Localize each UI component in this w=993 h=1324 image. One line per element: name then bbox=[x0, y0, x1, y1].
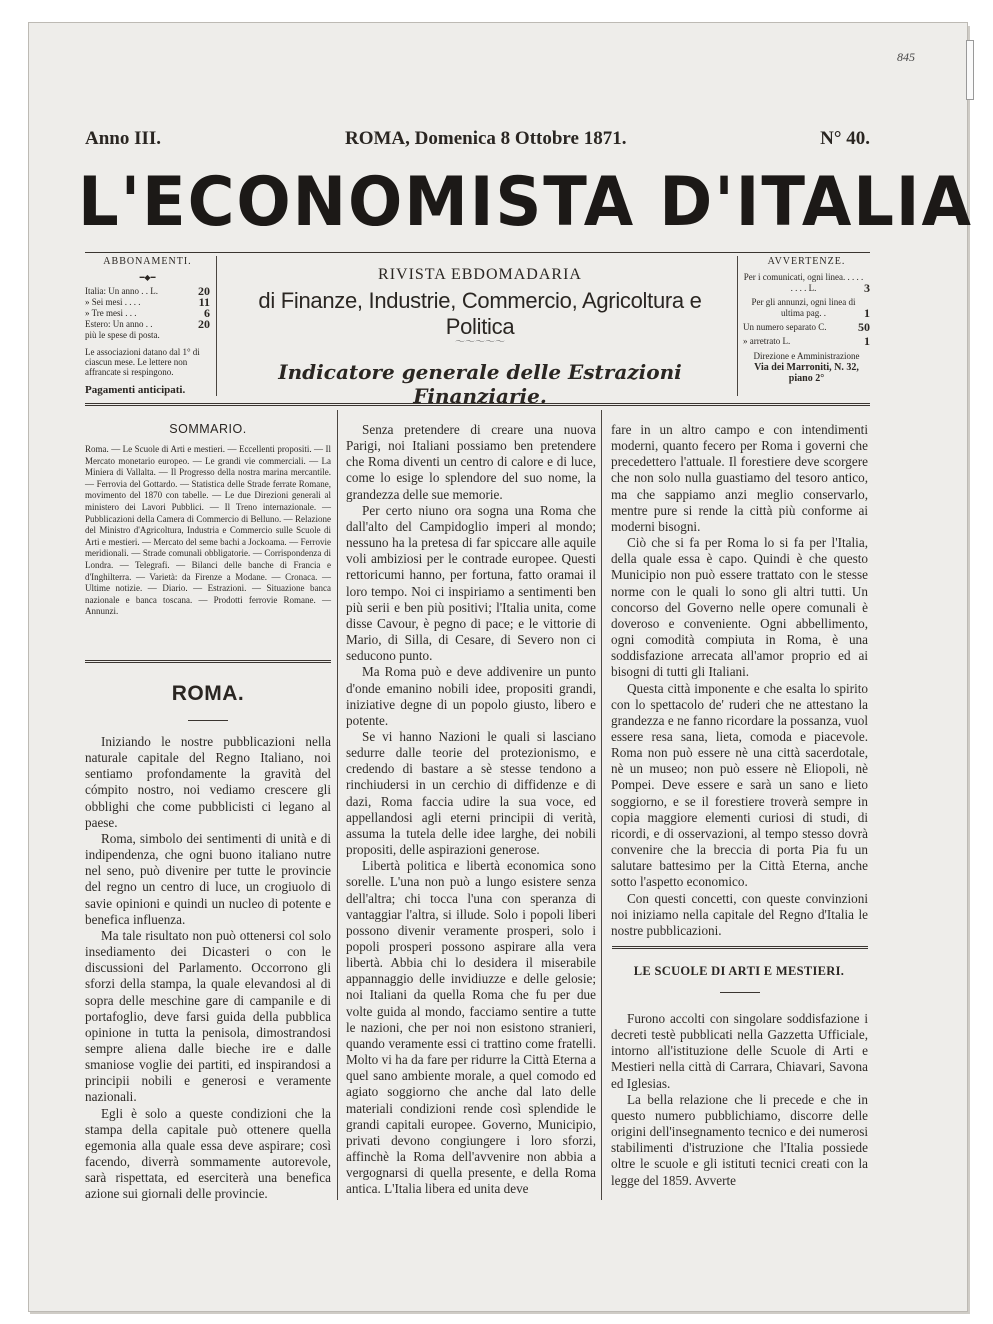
rate-label: Per i comunicati, ogni linea. . . . . . . . . L. bbox=[743, 272, 864, 293]
paragraph: Ciò che si fa per Roma lo si fa per l'Italia, della quale essa è capo. Quindi è che questo Municipio non può essere trattato con le stesse norme con le quali lo sono gli altri tutti. Un concorso del Governo nelle opere comunali è doveroso e conveniente. Ogni abbellimento, ogni comodità compiuta in Roma, è una soddisfazione arrecata all'amor proprio ed ai bisogni di tutti gli Italiani. bbox=[611, 535, 868, 680]
rate-value: 50 bbox=[858, 320, 870, 334]
article-column-2 bbox=[346, 422, 596, 1198]
rate-label: Per gli annunzi, ogni linea di ultima pag. . bbox=[751, 297, 856, 318]
sommario-title: SOMMARIO. bbox=[169, 422, 247, 436]
paragraph: Ma Roma può e deve addivenire un punto d'onde emanino nobili idee, propositi grandi, iniziative degne di un popolo giusto, libero e potente. bbox=[346, 664, 596, 728]
price-value: 20 bbox=[198, 284, 210, 298]
price-row bbox=[85, 308, 210, 319]
folio-number: 845 bbox=[897, 50, 915, 64]
paragraph: Ma tale risultato non può ottenersi col solo insediamento dei Dicasteri o con le discussioni del Parlamento. Occorrono gli sforzi della stampa, la quale elevandosi al di sopra delle meschine gare di campanile e di portafoglio, deve farsi guida della pubblica opinione in tutta la penisola, dimostrandosi sempre aliena dalle bieche ire e dalle smaniose voglie dei partiti, ed inspirandosi a principii nobili e generosi e veramente nazionali. bbox=[85, 927, 331, 1105]
paragraph: Iniziando le nostre pubblicazioni nella naturale capitale del Regno Italiano, noi sentiamo profondamente la gravità del cómpito nostro, noi vediamo crescere gli obblighi che come pubblicisti ci legano al paese. bbox=[85, 734, 331, 830]
subtitle-ornament: 〜〜〜〜〜 bbox=[455, 337, 505, 348]
rate-label: » arretrato L. bbox=[743, 336, 791, 346]
paragraph: Se vi hanno Nazioni le quali si lasciano sedurre dalle teorie del protezionismo, e credendo di bastare a sè stesse tendono a rinchiudersi in un cerchio di diffidenze e di dazi, Roma faccia udire la sua voce, ed appellandosi agli eterni principii di verità, assuma la tutela delle idee larghe, dei nobili propositi, delle aspirazioni generose. bbox=[346, 728, 596, 858]
masthead-rule bbox=[85, 252, 870, 253]
price-value: 11 bbox=[198, 295, 210, 309]
price-label: » Tre mesi . . . bbox=[85, 308, 137, 318]
rate-label: Un numero separato C. bbox=[743, 322, 827, 332]
left-box-rule bbox=[216, 256, 217, 396]
paragraph: Furono accolti con singolare soddisfazione i decreti testè pubblicati nella Gazzetta Ufficiale, intorno all'istituzione delle Scuole di Arti e Mestieri nella città di Carrara, Chiavari, Savona ed Iglesias. bbox=[611, 1011, 868, 1091]
subtitle-topics: di Finanze, Industrie, Commercio, Agricoltura e Politica bbox=[258, 288, 702, 339]
paragraph: Senza pretendere di creare una nuova Parigi, noi Italiani possiamo ben pretendere che Roma diventi un centro di calore e di luce, come lo esige lo splendore del suo nome, la grandezza delle sue memorie. bbox=[346, 422, 596, 502]
rate-value: 3 bbox=[864, 281, 870, 295]
direction-label: Direzione e Amministrazione bbox=[753, 351, 860, 361]
rate-row bbox=[743, 322, 870, 333]
abbonamenti-box bbox=[85, 256, 210, 396]
avvertenze-title: AVVERTENZE. bbox=[767, 256, 846, 267]
subtitle-indicatore: Indicatore generale delle Estrazioni Finanziarie. bbox=[278, 360, 682, 408]
rate-row bbox=[743, 272, 870, 294]
right-box-rule bbox=[737, 256, 738, 396]
price-label: » Sei mesi . . . . bbox=[85, 297, 141, 307]
office-address: Via dei Marroniti, N. 32, piano 2° bbox=[754, 362, 859, 384]
article-title-roma: ROMA. bbox=[171, 682, 245, 705]
sommario-rule bbox=[85, 660, 331, 663]
price-label: Italia: Un anno . . L. bbox=[85, 286, 158, 296]
rate-value: 1 bbox=[864, 306, 870, 320]
title-rule bbox=[188, 720, 228, 721]
article-column-3 bbox=[611, 422, 868, 939]
issue-date: ROMA, Domenica 8 Ottobre 1871. bbox=[345, 128, 627, 149]
subtitle-rivista: RIVISTA EBDOMADARIA bbox=[378, 266, 582, 283]
price-value: 6 bbox=[204, 306, 210, 320]
paragraph: Con questi concetti, con queste convinzioni noi iniziamo nella capitale del Regno d'Italia le nostre pubblicazioni. bbox=[611, 890, 868, 938]
article-column-1 bbox=[85, 734, 331, 1203]
price-row bbox=[85, 297, 210, 308]
sommario-text: Roma. — Le Scuole di Arti e mestieri. — Eccellenti propositi. — Il Mercato monetario europeo. — Le grandi vie commerciali. — La Miniera di Vallalta. — Il Progresso della nostra marina mercantile. — Ferrovia del Gottardo. — Statistica delle Strade ferrate Romane, movimento del 1870 con tabelle. — Le due Direzioni generali al ministero dei Lavori Pubblici. — Il Treno internazionale. — Pubblicazioni della Camera di Commercio di Belluno. — Relazione del Ministro d'Agricoltura, Industria e Commercio sulle Scuole di Arti e mestieri. — Mercato del seme bachi a Jockoama. — Ferrovie meridionali. — Strade comunali obbligatorie. — Corrispondenza di Londra. — Telegrafi. — Bilanci delle banche di Francia e d'Inghilterra. — Varietà: da Firenze a Modane. — Cronaca. — Ultime notizie. — Diario. — Estrazioni. — Situazione banca nazionale e banca toscana. — Prodotti ferrovie Romane. — Annunzi. bbox=[85, 444, 331, 617]
paragraph: La bella relazione che li precede e che in questo numero pubblichiamo, discorre delle origini dell'insegnamento tecnico e dei numerosi stabilimenti d'istruzione che l'Italia possiede oltre le scuole e gli istituti tecnici creati con la legge del 1859. Avverte bbox=[611, 1091, 868, 1188]
article-title-scuole: LE SCUOLE DI ARTI E MESTIERI. bbox=[633, 964, 845, 978]
page-clip bbox=[966, 40, 974, 100]
dateline bbox=[85, 128, 870, 154]
abbonamenti-title: ABBONAMENTI. bbox=[103, 256, 192, 267]
paragraph: fare in un altro campo e con intendimenti moderni, quanto fecero per Roma i governi che precedettero l'attuale. Il forestiere deve scorgere che non solo nulla guastiamo del tesoro antico, ma che sappiamo anzi meglio conservarlo, mentre pure si rende la città più conforme ai moderni bisogni. bbox=[611, 422, 868, 534]
paragraph: Roma, simbolo dei sentimenti di unità e di indipendenza, che ogni buono italiano nutre nel seno, può divenire per tutte le provincie del regno un centro di luce, un crogiuolo di savie opinioni e quindi un nucleo di potente e benefica influenza. bbox=[85, 830, 331, 927]
rate-row bbox=[743, 297, 870, 319]
issue-number: N° 40. bbox=[820, 128, 870, 149]
paragraph: Per certo niuno ora sogna una Roma che dall'alto del Campidoglio imperi al mondo; nessuno ha la pretesa di far spiccare alle aquile voli ambiziosi per le contrade europee. Questi rettoricumi hanno, per fortuna, fatto oramai il loro tempo. Noi ci inspiriamo a sentimenti ben più serii e ben più positivi; l'Italia unita, come disse Cavour, è pegno di pace; e le vittorie di Mario, di Silla, di Cesare, di Severo non ci seducono punto. bbox=[346, 502, 596, 664]
payment-note: Pagamenti anticipati. bbox=[85, 384, 186, 396]
avvertenze-box bbox=[743, 256, 870, 384]
article-scuole-body bbox=[611, 1011, 868, 1189]
article-divider bbox=[612, 946, 868, 949]
postage-note: più le spese di posta. bbox=[85, 330, 160, 340]
masthead-title: L'ECONOMISTA D'ITALIA bbox=[78, 163, 973, 242]
price-label: Estero: Un anno . . bbox=[85, 319, 153, 329]
title-rule bbox=[720, 992, 760, 993]
abbonamenti-ornament: ━◆━ bbox=[139, 273, 156, 282]
header-double-rule bbox=[85, 403, 870, 406]
paragraph: Egli è solo a queste condizioni che la stampa della capitale può ottenere quella egemonia alla quale essa deve aspirare; così facendo, diverrà sommamente autorevole, sarà rispettata, ed eserciterà una benefica azione sui giornali delle provincie. bbox=[85, 1105, 331, 1202]
subscription-notes: Le associazioni datano dal 1° di ciascun mese. Le lettere non affrancate si respingono. bbox=[85, 347, 200, 377]
column-rule-1 bbox=[337, 410, 338, 1200]
column-rule-2 bbox=[601, 410, 602, 1200]
price-value: 20 bbox=[198, 317, 210, 331]
rate-value: 1 bbox=[864, 334, 870, 348]
price-row bbox=[85, 286, 210, 297]
anno-label: Anno III. bbox=[85, 128, 162, 149]
paragraph: Questa città imponente e che esalta lo spirito con lo spettacolo de' ruderi che ne attestano la grandezza e ne fanno ricordare la possanza, vuol essere resa sana, lieta, comoda e piacevole. Roma non può essere nè una città sacerdotale, nè un museo; non può essere nè Eliopoli, nè Pompei. Deve essere e sarà un sano e lieto soggiorno, e se il forestiere troverà sempre in copia maggiore elementi curiosi di studi, di ricordi, e di osservazioni, al tempo stesso dovrà convenire che la breccia di porta Pia fu un salutare battesimo per la Città Eterna, anche sotto l'aspetto economico. bbox=[611, 680, 868, 890]
rate-row bbox=[743, 336, 870, 347]
price-row bbox=[85, 319, 210, 330]
paragraph: Libertà politica e libertà economica sono sorelle. L'una non può a lungo esistere senza dell'altra; chi tocca l'una con speranza di vantaggiar l'altra, si illude. Solo i popoli liberi possono divenir veramente prosperi, solo i popoli prosperi possono aspirare alla vera libertà. Abbia chi lo desidera il miserabile appannaggio delle invidiuzze e delle gelosie; noi Italiani da quella Roma che fu per due volte guida al mondo, facciamo sentire a tutte le nazioni, che per noi non esistono stranieri, quando veramente essi ci trattino come fratelli. Molto vi ha da fare per ridurre la Città Eterna a quel sano ambiente morale, a quel comodo ed agiato soggiorno che anche dal lato delle materiali condizioni rende così splendide le grandi capitali europee. Governo, Municipio, privati devono congiungere i loro sforzi, affinchè la Roma dell'avvenire non abbia a vergognarsi di quella presente, e della Roma antica. L'Italia libera ed unita deve bbox=[346, 858, 596, 1197]
